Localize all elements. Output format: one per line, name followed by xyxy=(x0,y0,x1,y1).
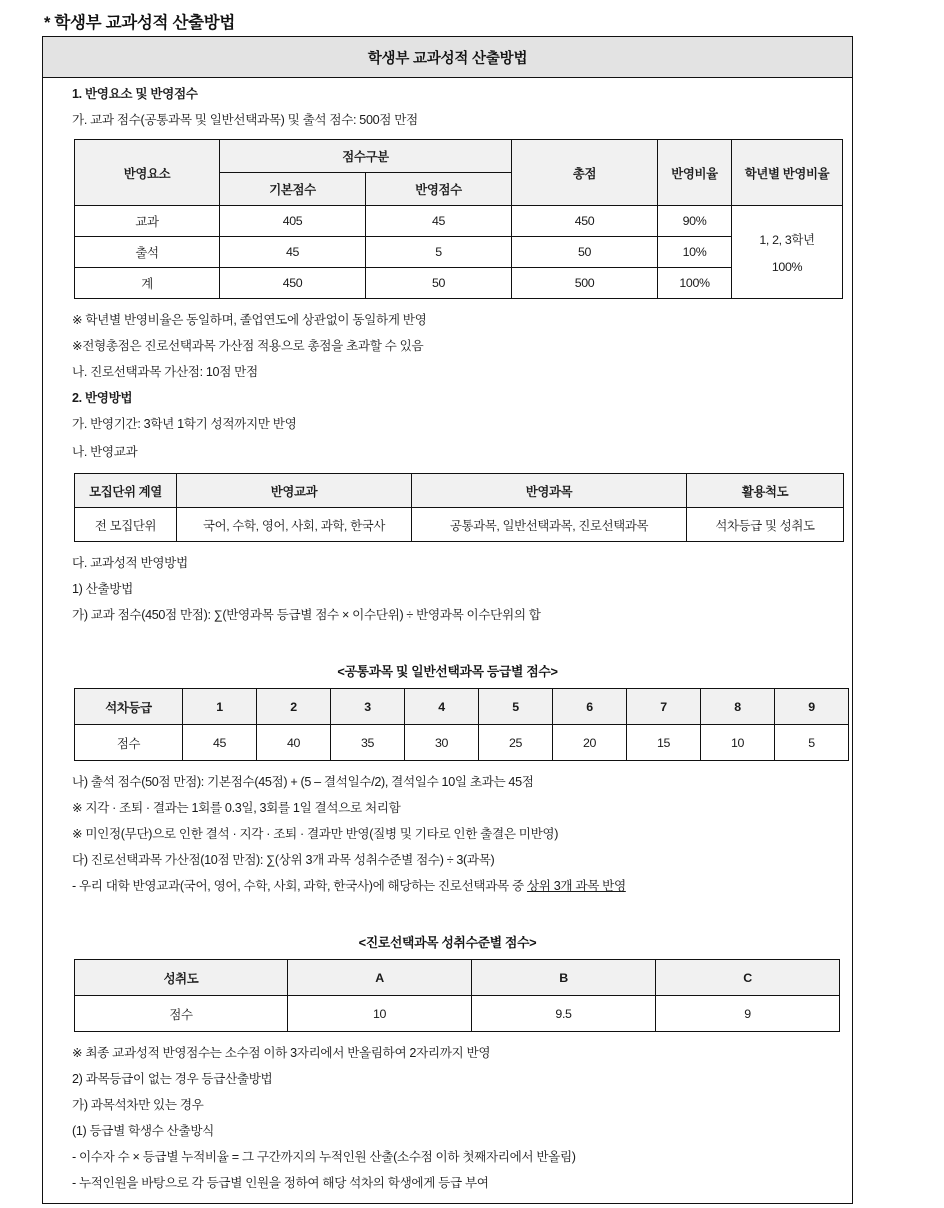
page-title: * 학생부 교과성적 산출방법 xyxy=(44,14,236,32)
th-element: 반영요소 xyxy=(75,140,220,206)
document-body xyxy=(43,78,852,1191)
th-applied-score: 반영점수 xyxy=(366,173,512,206)
th-level-a: A xyxy=(288,960,472,996)
th-grade-6: 6 xyxy=(553,689,627,725)
cell-unit-series: 전 모집단위 xyxy=(75,508,177,542)
table-header-row xyxy=(75,474,844,508)
table-row xyxy=(75,725,849,761)
cell-score-8: 10 xyxy=(701,725,775,761)
cell-score-label: 점수 xyxy=(75,996,288,1032)
cell-score-9: 5 xyxy=(775,725,849,761)
cell-score-c: 9 xyxy=(656,996,840,1032)
cell-applied: 5 xyxy=(366,237,512,268)
content-frame xyxy=(42,36,853,1204)
section-2-item-c: 다. 교과성적 반영방법 xyxy=(72,556,188,570)
cell-applied: 45 xyxy=(366,206,512,237)
cell-element: 교과 xyxy=(75,206,220,237)
th-grade-9: 9 xyxy=(775,689,849,725)
section-2-item-a: 가. 반영기간: 3학년 1학기 성적까지만 반영 xyxy=(72,417,297,431)
cell-score-label: 점수 xyxy=(75,725,183,761)
cell-score-2: 40 xyxy=(257,725,331,761)
table-row xyxy=(75,206,843,237)
section-1-item-a: 가. 교과 점수(공통과목 및 일반선택과목) 및 출석 점수: 500점 만점 xyxy=(72,113,418,127)
section-2-note-5: ※ 최종 교과성적 반영점수는 소수점 이하 3자리에서 반올림하여 2자리까지 반영 xyxy=(72,1046,491,1060)
achievement-score-table xyxy=(74,959,840,1032)
cell-element: 계 xyxy=(75,268,220,299)
banner-title: 학생부 교과성적 산출방법 xyxy=(43,37,852,78)
grade-ratio-line-2: 100% xyxy=(771,260,803,274)
th-grade-4: 4 xyxy=(405,689,479,725)
cell-score-3: 35 xyxy=(331,725,405,761)
th-grade-5: 5 xyxy=(479,689,553,725)
bullet-1-text: - 우리 대학 반영교과(국어, 영어, 수학, 사회, 과학, 한국사)에 해당하는 진로선택과목 중 xyxy=(72,879,527,893)
section-2-note-4: ※ 미인정(무단)으로 인한 결석 · 지각 · 조퇴 · 결과만 반영(질병 및 기타로 인한 출결은 미반영) xyxy=(72,827,559,841)
th-grade-ratio: 학년별 반영비율 xyxy=(732,140,843,206)
bullet-1-underlined: 상위 3개 과목 반영 xyxy=(526,879,626,893)
section-2-heading: 2. 반영방법 xyxy=(72,391,133,405)
grade-ratio-line-1: 1, 2, 3학년 xyxy=(759,233,815,247)
table-header-row xyxy=(75,960,840,996)
cell-score-6: 20 xyxy=(553,725,627,761)
grade-score-table-caption: <공통과목 및 일반선택과목 등급별 점수> xyxy=(337,664,558,679)
grade-score-table xyxy=(74,688,849,761)
th-grade-7: 7 xyxy=(627,689,701,725)
cell-base: 45 xyxy=(220,237,366,268)
th-scale: 활용척도 xyxy=(687,474,844,508)
subject-scope-table xyxy=(74,473,844,542)
section-1-item-b: 나. 진로선택과목 가산점: 10점 만점 xyxy=(72,365,258,379)
cell-score-4: 30 xyxy=(405,725,479,761)
cell-total: 450 xyxy=(512,206,658,237)
th-base-score: 기본점수 xyxy=(220,173,366,206)
cell-total: 500 xyxy=(512,268,658,299)
cell-ratio: 10% xyxy=(658,237,732,268)
section-2-bullet-3: - 누적인원을 바탕으로 각 등급별 인원을 정하여 해당 석차의 학생에게 등급 부여 xyxy=(72,1176,489,1190)
cell-reflected-subjects: 국어, 수학, 영어, 사회, 과학, 한국사 xyxy=(177,508,412,542)
table-row xyxy=(75,508,844,542)
cell-grade-ratio xyxy=(732,206,843,299)
cell-base: 405 xyxy=(220,206,366,237)
cell-score-7: 15 xyxy=(627,725,701,761)
table-row xyxy=(75,237,843,268)
section-2-item-2-1: (1) 등급별 학생수 산출방식 xyxy=(72,1124,214,1138)
section-2-item-1: 1) 산출방법 xyxy=(72,582,133,596)
section-2-bullet-1 xyxy=(43,879,852,894)
section-1-note-2: ※전형총점은 진로선택과목 가산점 적용으로 총점을 초과할 수 있음 xyxy=(72,339,424,353)
cell-score-5: 25 xyxy=(479,725,553,761)
th-achievement: 성취도 xyxy=(75,960,288,996)
table-row xyxy=(75,268,843,299)
th-ratio: 반영비율 xyxy=(658,140,732,206)
th-score-group: 점수구분 xyxy=(220,140,512,173)
cell-base: 450 xyxy=(220,268,366,299)
th-reflected-subjects: 반영교과 xyxy=(177,474,412,508)
reflection-elements-table xyxy=(74,139,843,299)
cell-score-1: 45 xyxy=(183,725,257,761)
th-total: 총점 xyxy=(512,140,658,206)
th-rank-grade: 석차등급 xyxy=(75,689,183,725)
th-unit-series: 모집단위 계열 xyxy=(75,474,177,508)
table-header-row xyxy=(75,689,849,725)
th-level-c: C xyxy=(656,960,840,996)
th-grade-3: 3 xyxy=(331,689,405,725)
section-2-note-3: ※ 지각 · 조퇴 · 결과는 1회를 0.3일, 3회를 1일 결석으로 처리함 xyxy=(72,801,401,815)
section-2-item-2: 2) 과목등급이 없는 경우 등급산출방법 xyxy=(72,1072,273,1086)
cell-score-b: 9.5 xyxy=(472,996,656,1032)
th-grade-1: 1 xyxy=(183,689,257,725)
achievement-table-caption: <진로선택과목 성취수준별 점수> xyxy=(358,935,537,950)
th-grade-8: 8 xyxy=(701,689,775,725)
section-1-note-1: ※ 학년별 반영비율은 동일하며, 졸업연도에 상관없이 동일하게 반영 xyxy=(72,313,427,327)
cell-element: 출석 xyxy=(75,237,220,268)
cell-applied: 50 xyxy=(366,268,512,299)
cell-total: 50 xyxy=(512,237,658,268)
table-header-row xyxy=(75,140,843,173)
section-2-item-2-ga: 가) 과목석차만 있는 경우 xyxy=(72,1098,204,1112)
th-reflected-courses: 반영과목 xyxy=(412,474,687,508)
section-1-heading: 1. 반영요소 및 반영점수 xyxy=(72,87,198,101)
cell-ratio: 100% xyxy=(658,268,732,299)
cell-reflected-courses: 공통과목, 일반선택과목, 진로선택과목 xyxy=(412,508,687,542)
section-2-item-1-ga: 가) 교과 점수(450점 만점): ∑(반영과목 등급별 점수 × 이수단위) ÷ 반영과목 이수단위의 합 xyxy=(72,608,541,622)
table-row xyxy=(75,996,840,1032)
th-level-b: B xyxy=(472,960,656,996)
section-2-bullet-2: - 이수자 수 × 등급별 누적비율 = 그 구간까지의 누적인원 산출(소수점 이하 첫째자리에서 반올림) xyxy=(72,1150,576,1164)
section-2-item-1-da: 다) 진로선택과목 가산점(10점 만점): ∑(상위 3개 과목 성취수준별 점수) ÷ 3(과목) xyxy=(72,853,495,867)
cell-scale: 석차등급 및 성취도 xyxy=(687,508,844,542)
section-2-item-1-na: 나) 출석 점수(50점 만점): 기본점수(45점) + (5 – 결석일수/2), 결석일수 10일 초과는 45점 xyxy=(72,775,534,789)
section-2-item-b: 나. 반영교과 xyxy=(72,445,138,459)
cell-ratio: 90% xyxy=(658,206,732,237)
th-grade-2: 2 xyxy=(257,689,331,725)
cell-score-a: 10 xyxy=(288,996,472,1032)
